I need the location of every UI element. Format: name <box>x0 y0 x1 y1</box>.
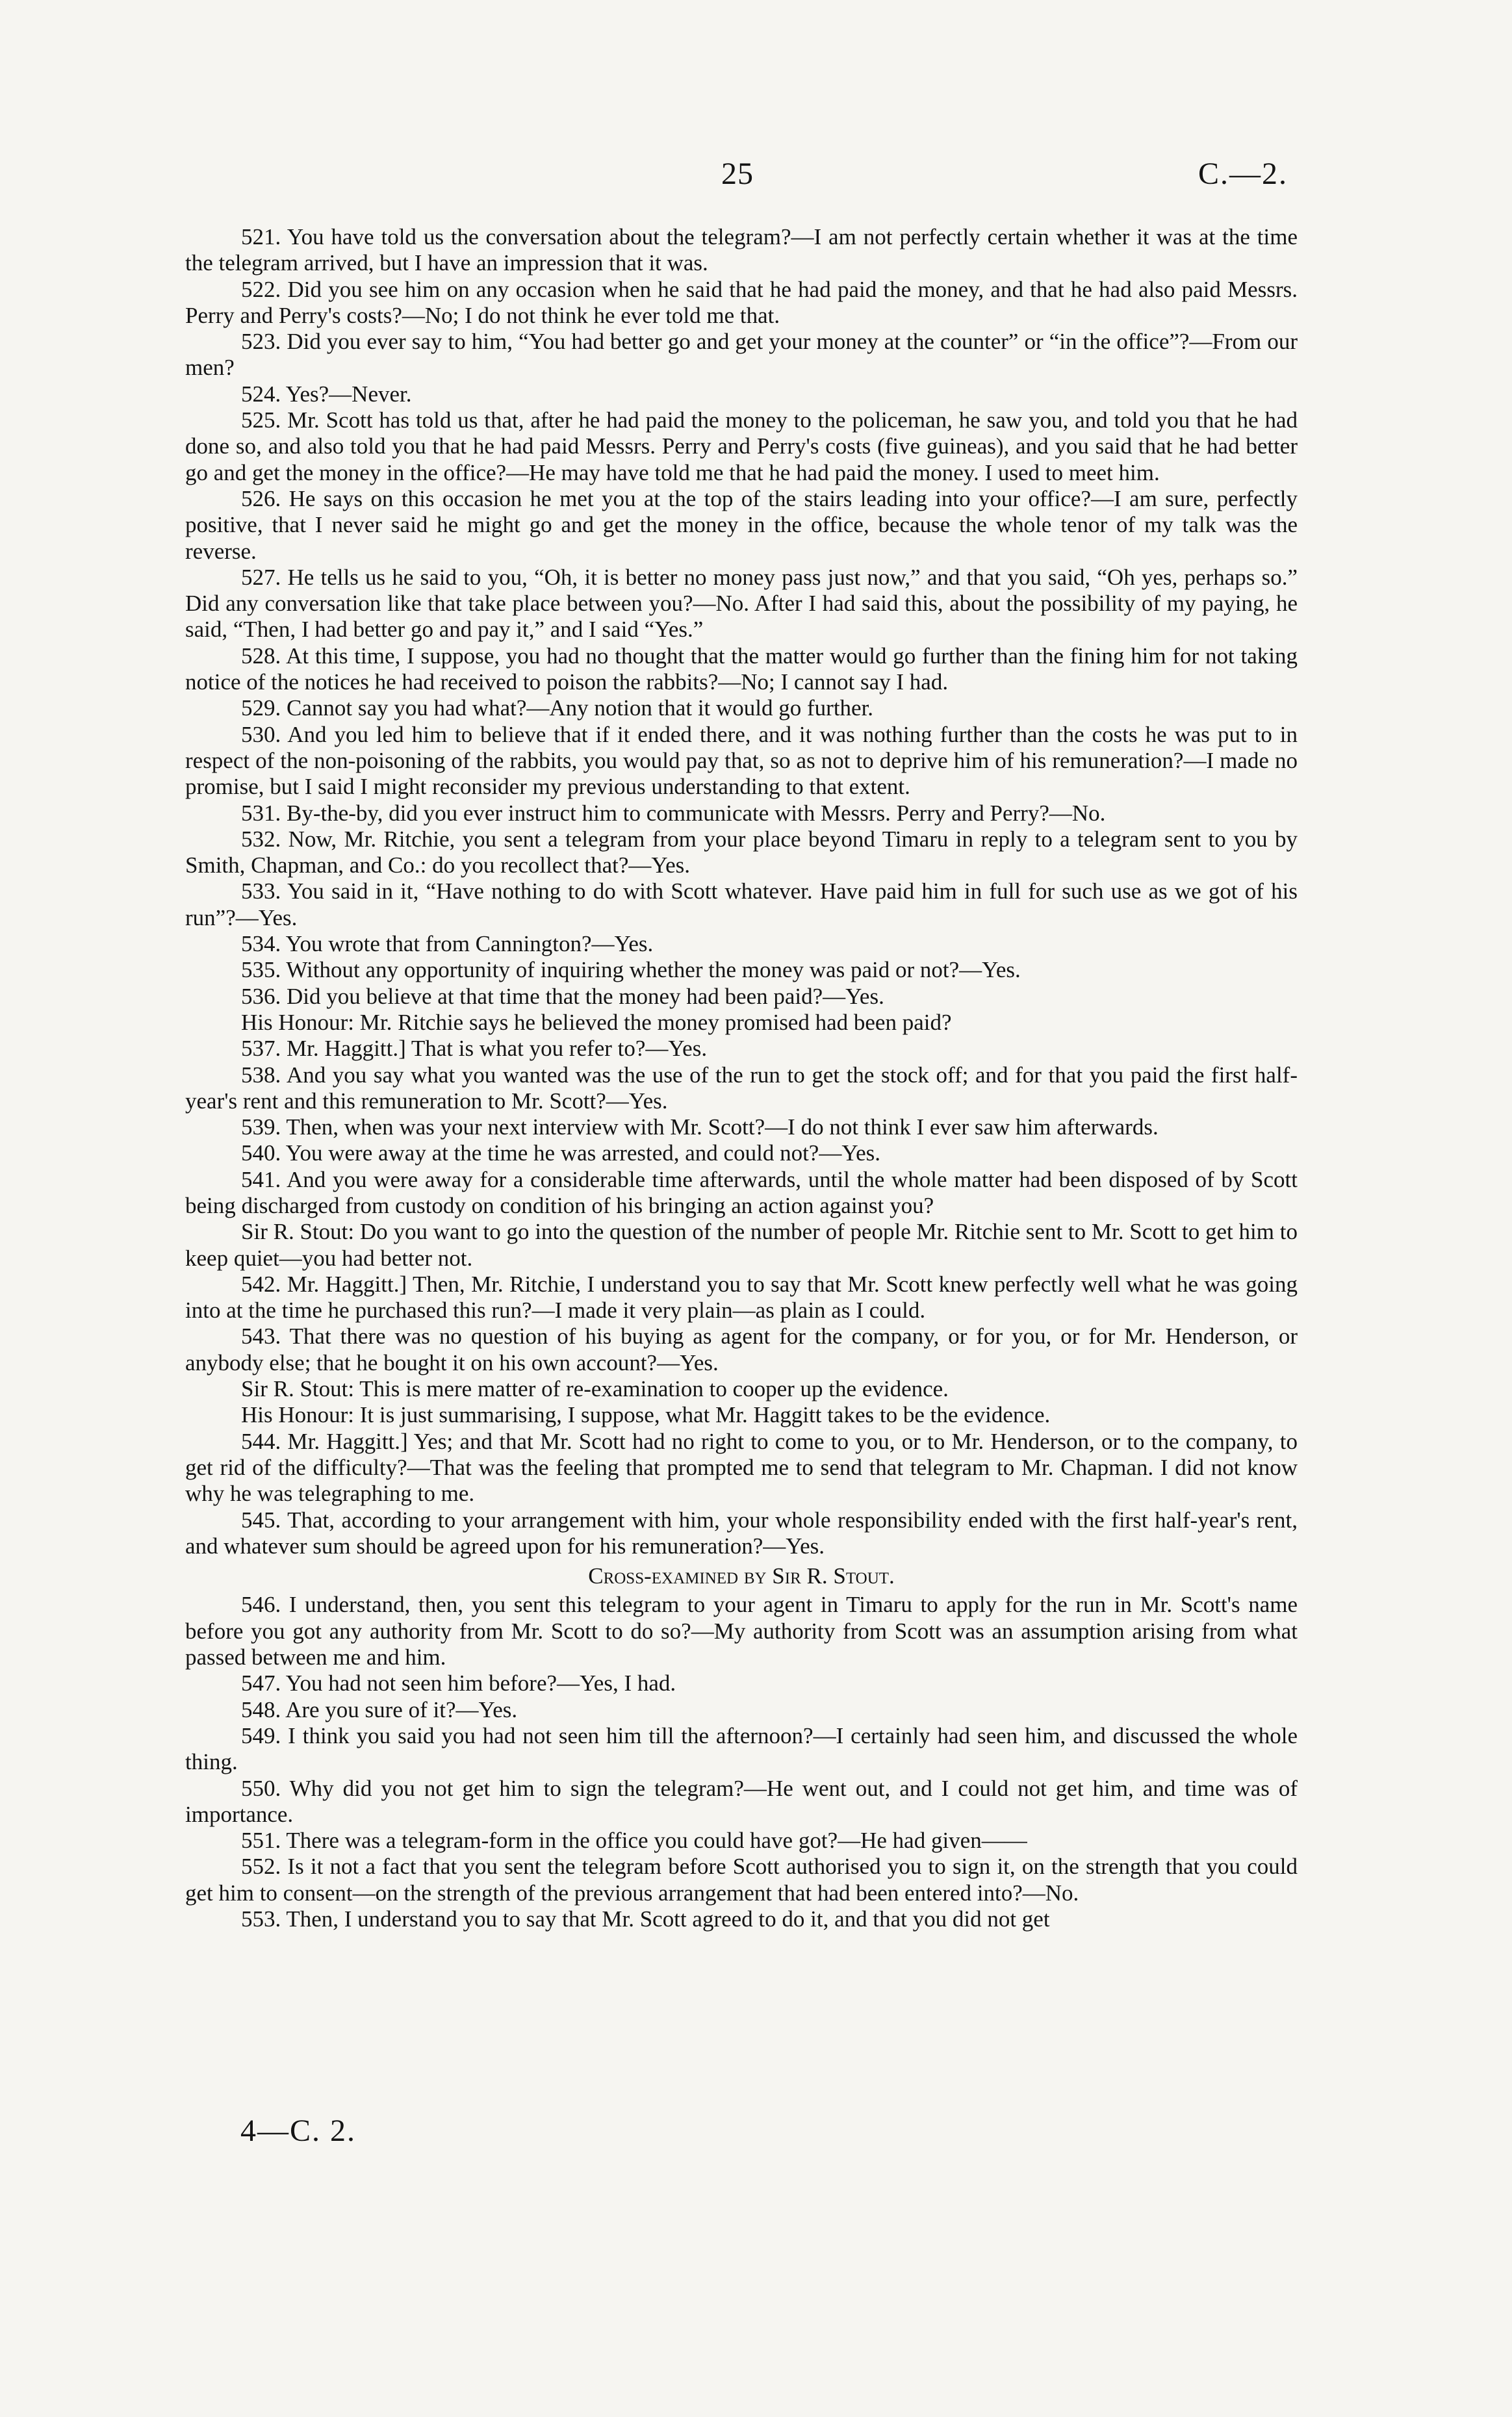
paragraph: 533. You said in it, “Have nothing to do with Scott whatever. Have paid him in full for such use as we got of his run”?—Yes. <box>185 878 1298 930</box>
paragraph: 531. By-the-by, did you ever instruct him to communicate with Messrs. Perry and Perry?—No. <box>241 800 1106 826</box>
paragraph: 528. At this time, I suppose, you had no thought that the matter would go further than the fining him for not taking notice of the notices he had received to poison the rabbits?—No; I cannot say I had. <box>185 643 1298 695</box>
paragraph: 540. You were away at the time he was arrested, and could not?—Yes. <box>241 1140 880 1166</box>
paragraph: 538. And you say what you wanted was the use of the run to get the stock off; and for that you paid the first half-year's rent and this remuneration to Mr. Scott?—Yes. <box>185 1062 1298 1114</box>
paragraph: Sir R. Stout: Do you want to go into the question of the number of people Mr. Ritchie sent to Mr. Scott to get him to keep quiet—you had better not. <box>185 1219 1298 1271</box>
paragraph: 539. Then, when was your next interview with Mr. Scott?—I do not think I ever saw him afterwards. <box>241 1114 1159 1140</box>
paragraph: His Honour: It is just summarising, I suppose, what Mr. Haggitt takes to be the evidence. <box>241 1402 1051 1428</box>
paragraph: 527. He tells us he said to you, “Oh, it is better no money pass just now,” and that you said, “Oh yes, perhaps so.” Did any conversation like that take place between you?—No. After I had said this, about the possibility of my paying, he said, “Then, I had better go and pay it,” and I said “Yes.” <box>185 564 1298 643</box>
paragraph: 534. You wrote that from Cannington?—Yes. <box>241 931 654 957</box>
paragraph: 532. Now, Mr. Ritchie, you sent a telegram from your place beyond Timaru in reply to a telegram sent to you by Smith, Chapman, and Co.: do you recollect that?—Yes. <box>185 826 1298 878</box>
paragraph: 542. Mr. Haggitt.] Then, Mr. Ritchie, I understand you to say that Mr. Scott knew perfectly well what he was going into at the time he purchased this run?—I made it very plain—as plain as I could. <box>185 1271 1298 1324</box>
paragraph: 546. I understand, then, you sent this telegram to your agent in Timaru to apply for the run in Mr. Scott's name before you got any authority from Mr. Scott to do so?—My authority from Scott was an assumption arising from what passed between me and him. <box>185 1592 1298 1670</box>
body-text <box>185 224 1298 1932</box>
paragraph: 552. Is it not a fact that you sent the telegram before Scott authorised you to sign it, on the strength that you could get him to consent—on the strength of the previous arrangement that had been entered into?—No. <box>185 1854 1298 1906</box>
section-heading: Cross-examined by Sir R. Stout. <box>588 1563 895 1589</box>
paragraph: 525. Mr. Scott has told us that, after he had paid the money to the policeman, he saw you, and told you that he had done so, and also told you that he had paid Messrs. Perry and Perry's costs (five guineas), and you said that he had better go and get the money in the office?—He may have told me that he had paid the money. I used to meet him. <box>185 407 1298 485</box>
paragraph: 530. And you led him to believe that if it ended there, and it was nothing further than the costs he was put to in respect of the non-poisoning of the rabbits, you would pay that, so as not to deprive him of his remuneration?—I made no promise, but I said I might reconsider my previous understanding to that extent. <box>185 721 1298 800</box>
paragraph: 551. There was a telegram-form in the office you could have got?—He had given—— <box>241 1828 1027 1854</box>
paragraph: His Honour: Mr. Ritchie says he believed the money promised had been paid? <box>241 1009 952 1035</box>
paragraph: 522. Did you see him on any occasion when he said that he had paid the money, and that he had also paid Messrs. Perry and Perry's costs?—No; I do not think he ever told me that. <box>185 276 1298 328</box>
signature-mark: 4—C. 2. <box>240 2114 357 2148</box>
paragraph: Sir R. Stout: This is mere matter of re-examination to cooper up the evidence. <box>241 1376 949 1402</box>
paragraph: 543. That there was no question of his buying as agent for the company, or for you, or for Mr. Henderson, or anybody else; that he bought it on his own account?—Yes. <box>185 1324 1298 1375</box>
paragraph: 537. Mr. Haggitt.] That is what you refer to?—Yes. <box>241 1036 708 1062</box>
page-header <box>0 156 1512 195</box>
paragraph: 545. That, according to your arrangement with him, your whole responsibility ended with the first half-year's rent, and whatever sum should be agreed upon for his remuneration?—Yes. <box>185 1507 1298 1559</box>
paragraph: 521. You have told us the conversation about the telegram?—I am not perfectly certain whether it was at the time the telegram arrived, but I have an impression that it was. <box>185 224 1298 276</box>
paragraph: 544. Mr. Haggitt.] Yes; and that Mr. Scott had no right to come to you, or to Mr. Henderson, or to the company, to get rid of the difficulty?—That was the feeling that prompted me to send that telegram to Mr. Chapman. I did not know why he was telegraphing to me. <box>185 1428 1298 1507</box>
series-code: C.—2. <box>1198 157 1288 191</box>
paragraph: 553. Then, I understand you to say that Mr. Scott agreed to do it, and that you did not get <box>241 1906 1050 1932</box>
paragraph: 524. Yes?—Never. <box>241 381 412 407</box>
paragraph: 548. Are you sure of it?—Yes. <box>241 1696 518 1722</box>
paragraph: 526. He says on this occasion he met you at the top of the stairs leading into your office?—I am sure, perfectly positive, that I never said he might go and get the money in the office, because the whole tenor of my talk was the reverse. <box>185 485 1298 564</box>
page-number: 25 <box>721 157 754 191</box>
paragraph: 547. You had not seen him before?—Yes, I had. <box>241 1670 676 1696</box>
paragraph: 550. Why did you not get him to sign the telegram?—He went out, and I could not get him, and time was of importance. <box>185 1775 1298 1827</box>
paragraph: 529. Cannot say you had what?—Any notion that it would go further. <box>241 695 874 721</box>
paragraph: 541. And you were away for a considerable time afterwards, until the whole matter had been disposed of by Scott being discharged from custody on condition of his bringing an action against you? <box>185 1166 1298 1218</box>
paragraph: 536. Did you believe at that time that the money had been paid?—Yes. <box>241 983 884 1009</box>
paragraph: 523. Did you ever say to him, “You had better go and get your money at the counter” or “in the office”?—From our men? <box>185 329 1298 381</box>
paragraph: 535. Without any opportunity of inquiring whether the money was paid or not?—Yes. <box>241 957 1021 983</box>
paragraph: 549. I think you said you had not seen him till the afternoon?—I certainly had seen him, and discussed the whole thing. <box>185 1722 1298 1775</box>
